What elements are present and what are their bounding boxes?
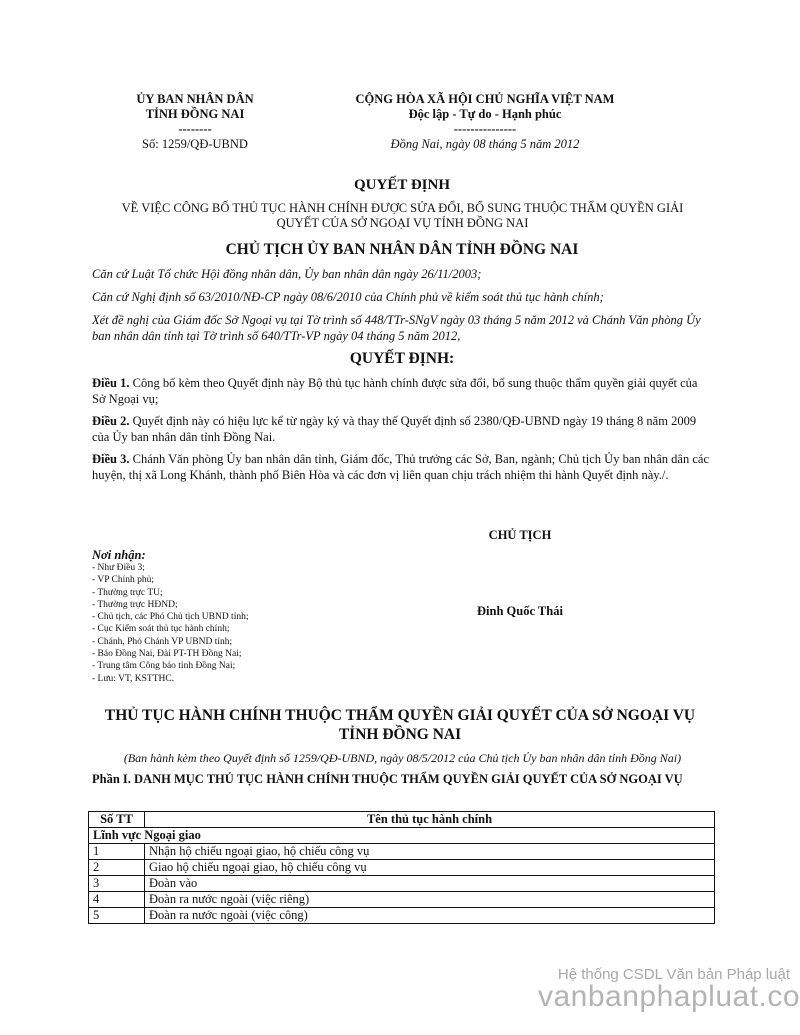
article-1 [92, 376, 712, 407]
decision-heading: QUYẾT ĐỊNH: [349, 350, 455, 367]
table-header-row [89, 812, 715, 828]
row-number: 4 [89, 892, 145, 908]
table-row [89, 860, 715, 876]
nation-title: CỘNG HÒA XÃ HỘI CHỦ NGHĨA VIỆT NAM [355, 92, 615, 106]
recipients-title: Nơi nhận: [92, 548, 146, 562]
national-header [300, 92, 670, 152]
appendix-title: THỦ TỤC HÀNH CHÍNH THUỘC THẨM QUYỀN GIẢI QUYẾT CỦA SỞ NGOẠI VỤ TỈNH ĐỒNG NAI [104, 707, 696, 743]
procedures-table [88, 811, 715, 924]
recipient-item: - Thường trực HĐND; [92, 599, 178, 610]
article-3 [92, 452, 712, 483]
header-number: Số TT [89, 812, 145, 828]
row-procedure: Đoàn vào [145, 876, 715, 892]
org-separator: -------- [178, 122, 212, 136]
table-row [89, 892, 715, 908]
recipient-item: - Như Điều 3; [92, 563, 145, 573]
legal-basis-3: Xét đề nghị của Giám đốc Sở Ngoại vụ tại Tờ trình số 448/TTr-SNgV ngày 03 tháng 5 năm 2012 và Chánh Văn phòng Ủy ban nhân dân tỉnh tại Tờ trình số 640/TTr-VP ngày 04 tháng 5 năm 2012, [92, 313, 701, 343]
header-procedure-name: Tên thủ tục hành chính [145, 812, 715, 828]
signer-position: CHỦ TỊCH [488, 528, 552, 542]
table-row [89, 876, 715, 892]
row-number: 5 [89, 908, 145, 924]
org-line-1: ỦY BAN NHÂN DÂN [136, 92, 254, 106]
table-group-row [89, 828, 715, 844]
signer-name: Đinh Quốc Thái [477, 604, 563, 618]
recipient-item: - VP Chính phủ; [92, 575, 155, 586]
appendix-note: (Ban hành kèm theo Quyết định số 1259/QĐ-UBND, ngày 08/5/2012 của Chủ tịch Ủy ban nhân dân tỉnh Đồng Nai) [123, 751, 682, 765]
article-1-label: Điều 1. [92, 376, 130, 390]
row-procedure: Nhận hộ chiếu ngoại giao, hộ chiếu công vụ [145, 844, 715, 860]
watermark-site: vanbanphapluat.co [538, 980, 800, 1013]
article-1-text: Công bố kèm theo Quyết định này Bộ thủ tục hành chính được sửa đổi, bổ sung thuộc thẩm quyền giải quyết của Sở Ngoại vụ; [92, 376, 698, 406]
recipient-item: - Chánh, Phó Chánh VP UBND tỉnh; [92, 636, 233, 647]
row-procedure: Đoàn ra nước ngoài (việc công) [145, 908, 715, 924]
recipient-item: - Cục Kiểm soát thủ tục hành chính; [92, 624, 230, 635]
part-title: Phần I. DANH MỤC THỦ TỤC HÀNH CHÍNH THUỘC THẨM QUYỀN GIẢI QUYẾT CỦA SỞ NGOẠI VỤ [92, 772, 683, 786]
watermark-caption: Hệ thống CSDL Văn bản Pháp luật [557, 966, 790, 983]
group-label: Lĩnh vực Ngoại giao [89, 828, 715, 844]
document-subject: VỀ VIỆC CÔNG BỐ THỦ TỤC HÀNH CHÍNH ĐƯỢC SỬA ĐỔI, BỔ SUNG THUỘC THẨM QUYỀN GIẢI QUYẾT CỦA SỞ NGOẠI VỤ TỈNH ĐỒNG NAI [121, 201, 684, 230]
article-3-label: Điều 3. [92, 452, 130, 466]
place-date: Đồng Nai, ngày 08 tháng 5 năm 2012 [390, 137, 580, 151]
legal-basis-2: Căn cứ Nghị định số 63/2010/NĐ-CP ngày 08/6/2010 của Chính phủ về kiểm soát thủ tục hành chính; [92, 290, 604, 304]
article-2-label: Điều 2. [92, 414, 130, 428]
table-row [89, 844, 715, 860]
issuing-authority-title: CHỦ TỊCH ỦY BAN NHÂN DÂN TỈNH ĐỒNG NAI [225, 241, 579, 258]
row-number: 1 [89, 844, 145, 860]
org-line-2: TỈNH ĐỒNG NAI [145, 107, 245, 121]
issuing-authority [100, 92, 290, 152]
article-2 [92, 414, 712, 445]
recipients-block [92, 548, 352, 685]
row-procedure: Đoàn ra nước ngoài (việc riêng) [145, 892, 715, 908]
recipient-item: - Trung tâm Công báo tỉnh Đồng Nai; [92, 661, 236, 672]
recipient-item: - Thường trực TU; [92, 587, 163, 598]
row-number: 2 [89, 860, 145, 876]
motto-separator: --------------- [453, 122, 517, 136]
document-title: QUYẾT ĐỊNH [354, 177, 450, 193]
article-2-text: Quyết định này có hiệu lực kể từ ngày ký và thay thế Quyết định số 2380/QĐ-UBND ngày 19 tháng 8 năm 2009 của Ủy ban nhân dân tỉnh Đồng Nai. [92, 414, 697, 444]
motto: Độc lập - Tự do - Hạnh phúc [408, 107, 562, 121]
article-3-text: Chánh Văn phòng Ủy ban nhân dân tỉnh, Giám đốc, Thủ trưởng các Sở, Ban, ngành; Chủ tịch Ủy ban nhân dân các huyện, thị xã Long Khánh, thành phố Biên Hòa và các đơn vị liên quan chịu trách nhiệm thi hành Quyết định này./. [92, 452, 709, 482]
recipient-item: - Lưu: VT, KSTTHC. [92, 673, 175, 684]
recipient-item: - Chủ tịch, các Phó Chủ tịch UBND tỉnh; [92, 612, 249, 623]
recipient-item: - Báo Đồng Nai, Đài PT-TH Đồng Nai; [92, 649, 242, 660]
table-row [89, 908, 715, 924]
row-number: 3 [89, 876, 145, 892]
doc-number: Số: 1259/QĐ-UBND [142, 137, 248, 151]
row-procedure: Giao hộ chiếu ngoại giao, hộ chiếu công vụ [145, 860, 715, 876]
legal-basis-1: Căn cứ Luật Tổ chức Hội đồng nhân dân, Ủy ban nhân dân ngày 26/11/2003; [92, 267, 482, 281]
